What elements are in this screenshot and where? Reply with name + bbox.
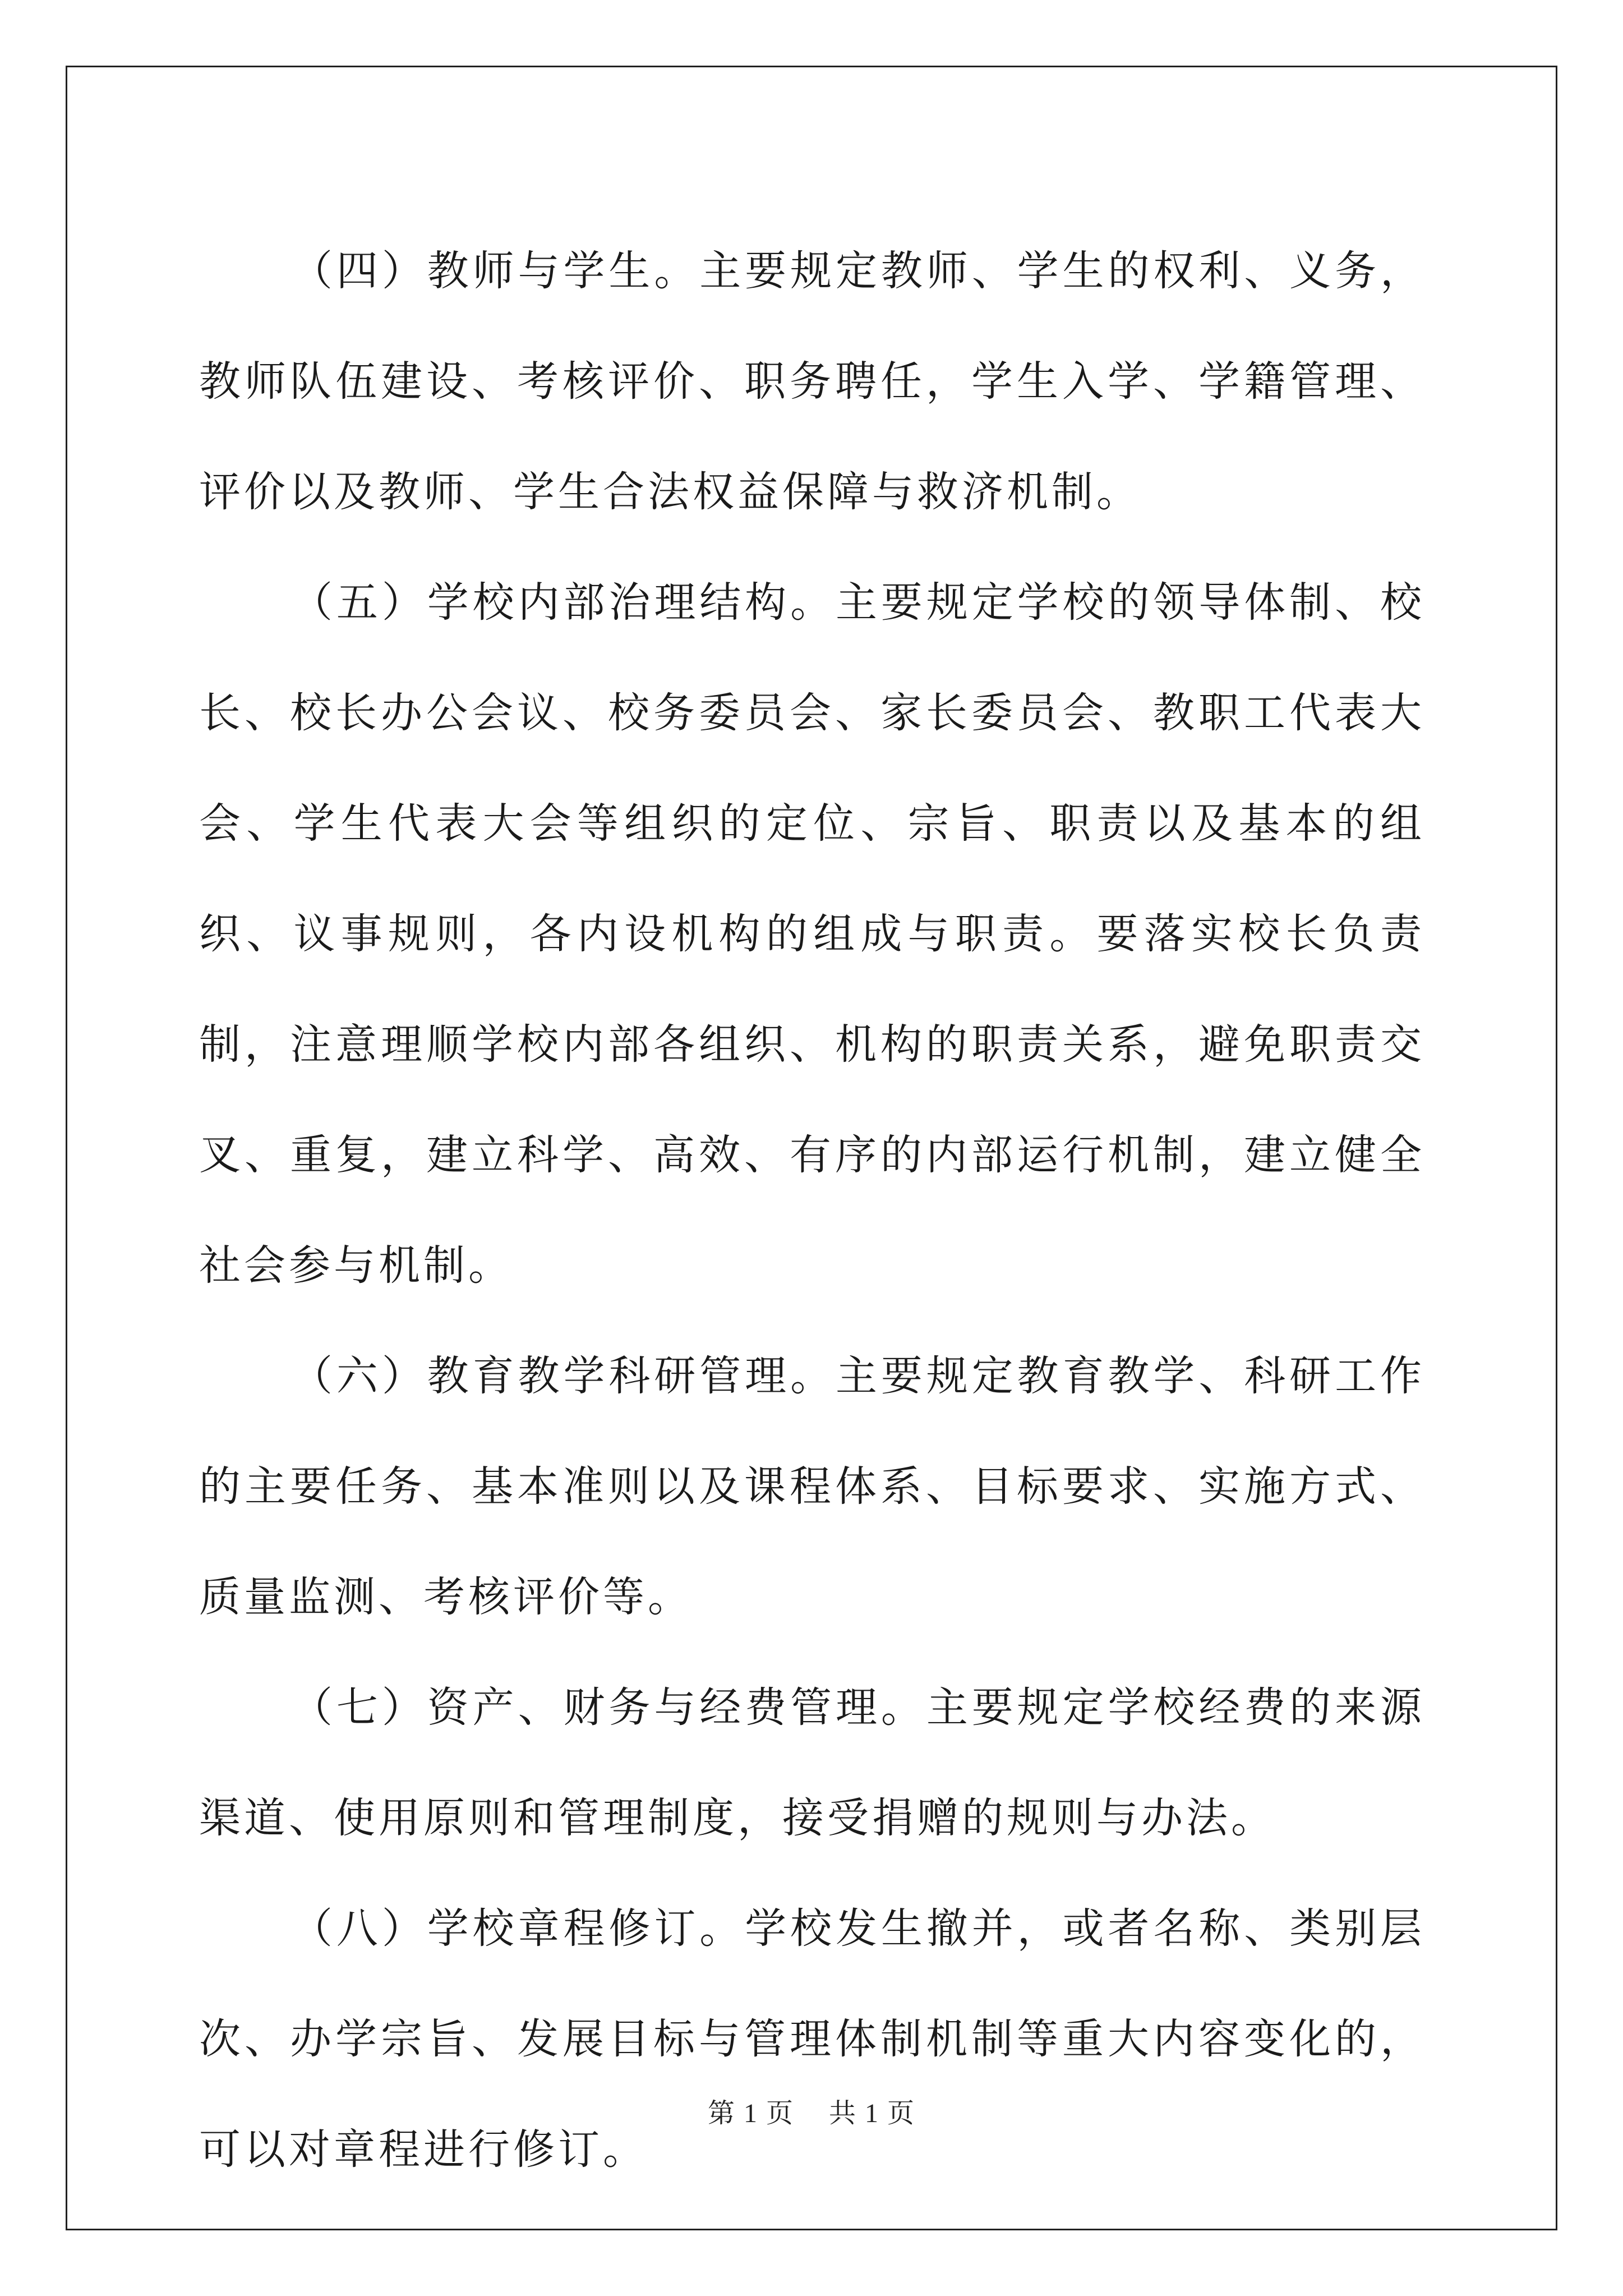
document-body: [199, 216, 1425, 2205]
paragraph-charter-revision: （八）学校章程修订。学校发生撤并，或者名称、类别层次、办学宗旨、发展目标与管理体制机制等重大内容变化的，可以对章程进行修订。: [199, 1904, 1425, 2174]
paragraph-internal-governance: （五）学校内部治理结构。主要规定学校的领导体制、校长、校长办公会议、校务委员会、家长委员会、教职工代表大会、学生代表大会等组织的定位、宗旨、职责以及基本的组织、议事规则，各内设机构的组成与职责。要落实校长负责制，注意理顺学校内部各组织、机构的职责关系，避免职责交叉、重复，建立科学、高效、有序的内部运行机制，建立健全社会参与机制。: [199, 578, 1425, 1290]
page-footer: [0, 2091, 1623, 2130]
paragraph-assets-finance: （七）资产、财务与经费管理。主要规定学校经费的来源渠道、使用原则和管理制度，接受捐赠的规则与办法。: [199, 1683, 1425, 1842]
paragraph-teaching-research: （六）教育教学科研管理。主要规定教育教学、科研工作的主要任务、基本准则以及课程体系、目标要求、实施方式、质量监测、考核评价等。: [199, 1352, 1425, 1621]
page-total: 共 1 页: [829, 2099, 916, 2128]
paragraph-teachers-students: （四）教师与学生。主要规定教师、学生的权利、义务，教师队伍建设、考核评价、职务聘任，学生入学、学籍管理、评价以及教师、学生合法权益保障与救济机制。: [199, 247, 1425, 516]
page-number: 第 1 页: [707, 2099, 794, 2128]
